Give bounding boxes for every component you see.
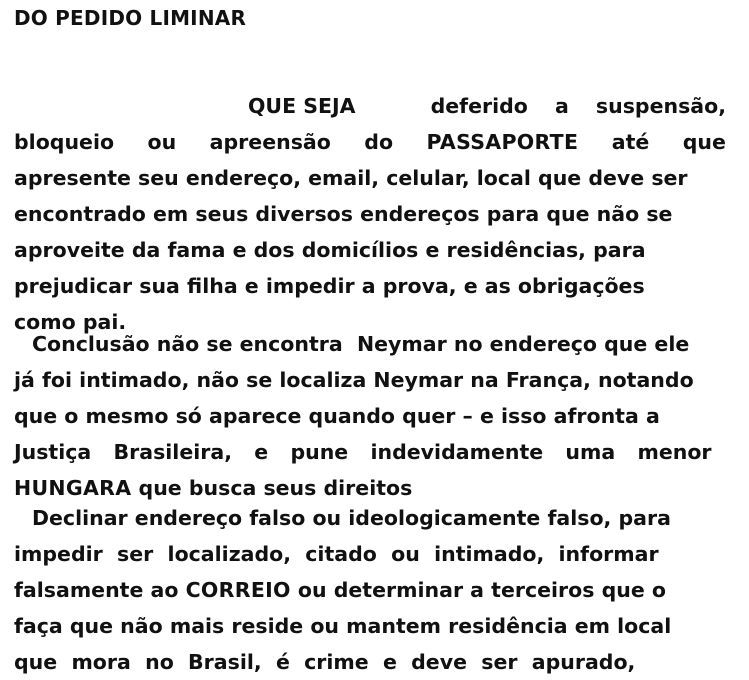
text-line: que o mesmo só aparece quando quer – e isso afronta a bbox=[14, 404, 660, 428]
text-line: aproveite da fama e dos domicílios e residências, para bbox=[14, 238, 646, 262]
text-line: Declinar endereço falso ou ideologicamente falso, para bbox=[32, 506, 671, 530]
emphasis-correio: CORREIO bbox=[185, 578, 291, 602]
text-word: até bbox=[611, 130, 650, 154]
text-word: que bbox=[682, 130, 726, 154]
text-line bbox=[14, 88, 726, 124]
paragraph-false-address bbox=[14, 500, 726, 680]
text-line: como pai. bbox=[14, 310, 127, 334]
text-line: já foi intimado, não se localiza Neymar na França, notando bbox=[14, 368, 694, 392]
text-line: Conclusão não se encontra Neymar no endereço que ele bbox=[32, 332, 690, 356]
text-fragment: ou determinar a terceiros que o bbox=[290, 578, 666, 602]
text-line: Justiça Brasileira, e pune indevidamente uma menor bbox=[14, 440, 712, 464]
text-word: do bbox=[364, 130, 394, 154]
emphasis-que-seja: QUE SEJA bbox=[248, 94, 356, 118]
text-line: que mora no Brasil, é crime e deve ser apurado, bbox=[14, 650, 636, 674]
paragraph-request bbox=[14, 88, 726, 340]
text-line: prejudicar sua filha e impedir a prova, e as obrigações bbox=[14, 274, 645, 298]
text-fragment: que busca seus direitos bbox=[131, 476, 413, 500]
text-line: faça que não mais reside ou mantem residência em local bbox=[14, 614, 672, 638]
text-word: bloqueio bbox=[14, 130, 115, 154]
text-fragment: falsamente ao bbox=[14, 578, 186, 602]
text-word: suspensão, bbox=[595, 94, 726, 118]
text-line bbox=[14, 124, 726, 160]
text-word: deferido bbox=[430, 94, 528, 118]
emphasis-passaporte: PASSAPORTE bbox=[426, 130, 579, 154]
text-word: apreensão bbox=[209, 130, 331, 154]
text-word: ou bbox=[147, 130, 177, 154]
section-heading: DO PEDIDO LIMINAR bbox=[14, 6, 247, 30]
text-line: impedir ser localizado, citado ou intimado, informar bbox=[14, 542, 659, 566]
emphasis-hungara: HUNGARA bbox=[14, 476, 132, 500]
text-line: apresente seu endereço, email, celular, local que deve ser bbox=[14, 166, 688, 190]
paragraph-conclusion bbox=[14, 326, 726, 506]
text-line bbox=[14, 572, 726, 608]
text-line: encontrado em seus diversos endereços para que não se bbox=[14, 202, 673, 226]
text-word: a bbox=[554, 94, 569, 118]
